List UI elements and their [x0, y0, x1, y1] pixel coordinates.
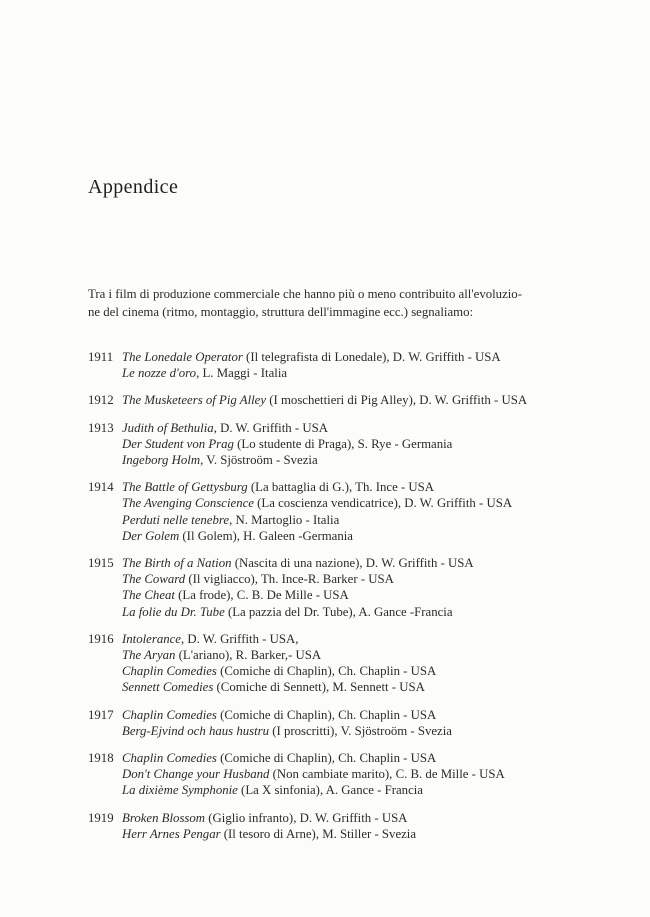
film-entry-group: [88, 631, 566, 696]
film-title: Chaplin Comedies: [122, 707, 217, 722]
film-title: Herr Arnes Pengar: [122, 826, 221, 841]
film-credits: (Comiche di Sennett), M. Sennett - USA: [213, 680, 425, 695]
entry-year: 1918: [88, 751, 114, 766]
film-line: [122, 528, 566, 544]
film-credits: (Non cambiate marito), C. B. de Mille - USA: [269, 767, 505, 782]
film-line: [122, 512, 566, 528]
film-title: The Battle of Gettysburg: [122, 480, 248, 495]
film-line: [122, 707, 566, 723]
film-title: Chaplin Comedies: [122, 751, 217, 766]
intro-paragraph: [88, 285, 566, 321]
film-line: [122, 750, 566, 766]
film-title: Der Golem: [122, 528, 180, 543]
film-line: [122, 679, 566, 695]
film-line: [122, 587, 566, 603]
film-entry-group: [88, 479, 566, 544]
film-credits: (I proscritti), V. Sjöstroöm - Svezia: [269, 723, 452, 738]
film-title: Der Student von Prag: [122, 436, 234, 451]
entry-year: 1915: [88, 556, 114, 571]
film-title: The Aryan: [122, 648, 176, 663]
film-line: [122, 647, 566, 663]
entry-films: [122, 631, 566, 696]
film-line: [122, 420, 566, 436]
film-title: Broken Blossom: [122, 810, 206, 825]
film-credits: (La battaglia di G.), Th. Ince - USA: [247, 480, 435, 495]
film-credits: (Nascita di una nazione), D. W. Griffith - USA: [231, 556, 474, 571]
film-line: [122, 604, 566, 620]
entry-films: [122, 810, 566, 842]
film-line: [122, 631, 566, 647]
page-title: Appendice: [88, 176, 179, 198]
film-entry-group: [88, 555, 566, 620]
film-title: Intolerance: [122, 631, 181, 646]
film-line: [122, 392, 566, 408]
entry-films: [122, 479, 566, 544]
entry-films: [122, 750, 566, 799]
film-title: Perduti nelle tenebre: [122, 512, 230, 527]
film-line: [122, 495, 566, 511]
film-entry-group: [88, 810, 566, 842]
film-credits: , V. Sjöstroöm - Svezia: [200, 453, 318, 468]
film-title: Judith of Bethulia: [122, 420, 214, 435]
entry-films: [122, 392, 566, 408]
film-credits: , D. W. Griffith - USA: [213, 420, 328, 435]
film-title: The Birth of a Nation: [122, 556, 232, 571]
film-line: [122, 571, 566, 587]
entry-year: 1912: [88, 393, 114, 408]
film-line: [122, 349, 566, 365]
film-entry-group: [88, 707, 566, 739]
film-credits: (Lo studente di Praga), S. Rye - Germania: [233, 436, 453, 451]
film-credits: (Il Golem), H. Galeen -Germania: [179, 528, 353, 543]
film-credits: (Il vigliacco), Th. Ince-R. Barker - USA: [185, 572, 394, 587]
film-title: La folie du Dr. Tube: [122, 604, 225, 619]
entry-year: 1913: [88, 420, 114, 435]
film-credits: (La coscienza vendicatrice), D. W. Griffith - USA: [253, 496, 513, 511]
film-title: Chaplin Comedies: [122, 664, 217, 679]
film-credits: (La frode), C. B. De Mille - USA: [174, 588, 349, 603]
film-title: The Avenging Conscience: [122, 496, 254, 511]
film-credits: (La pazzia del Dr. Tube), A. Gance -Francia: [224, 604, 453, 619]
entry-films: [122, 707, 566, 739]
film-credits: (Comiche di Chaplin), Ch. Chaplin - USA: [216, 664, 437, 679]
film-line: [122, 826, 566, 842]
film-credits: (Il tesoro di Arne), M. Stiller - Svezia: [220, 826, 417, 841]
film-credits: (Comiche di Chaplin), Ch. Chaplin - USA: [216, 707, 437, 722]
film-credits: (Giglio infranto), D. W. Griffith - USA: [205, 810, 408, 825]
film-entry-group: [88, 420, 566, 469]
film-credits: (I moschettieri di Pig Alley), D. W. Griffith - USA: [266, 393, 528, 408]
film-line: [122, 555, 566, 571]
film-title: The Coward: [122, 572, 186, 587]
film-title: Berg-Ejvind och haus hustru: [122, 723, 270, 738]
film-line: [122, 782, 566, 798]
film-title: La dixième Symphonie: [122, 783, 238, 798]
film-list: [88, 349, 566, 842]
entry-films: [122, 555, 566, 620]
film-line: [122, 766, 566, 782]
film-credits: , D. W. Griffith - USA,: [181, 631, 299, 646]
film-title: Don't Change your Husband: [122, 767, 270, 782]
intro-line-2: ne del cinema (ritmo, montaggio, struttura dell'immagine ecc.) segnaliamo:: [88, 305, 474, 319]
film-title: The Lonedale Operator: [122, 350, 243, 364]
entry-year: 1917: [88, 707, 114, 722]
entry-year: 1914: [88, 480, 114, 495]
film-line: [122, 663, 566, 679]
film-credits: , L. Maggi - Italia: [196, 366, 288, 381]
film-credits: (Comiche di Chaplin), Ch. Chaplin - USA: [216, 751, 437, 766]
film-line: [122, 723, 566, 739]
entry-year: 1919: [88, 810, 114, 825]
film-title: The Cheat: [122, 588, 175, 603]
film-line: [122, 479, 566, 495]
film-line: [122, 452, 566, 468]
film-title: The Musketeers of Pig Alley: [122, 393, 267, 408]
entry-films: [122, 420, 566, 469]
film-entry-group: [88, 349, 566, 381]
intro-line-1: Tra i film di produzione commerciale che hanno più o meno contribuito all'evoluzio-: [88, 287, 522, 301]
film-title: Le nozze d'oro: [122, 366, 197, 381]
film-line: [122, 436, 566, 452]
film-entry-group: [88, 750, 566, 799]
film-title: Ingeborg Holm: [122, 453, 201, 468]
film-line: [122, 810, 566, 826]
film-line: [122, 365, 566, 381]
film-credits: (La X sinfonia), A. Gance - Francia: [237, 783, 423, 798]
entry-year: 1911: [88, 350, 114, 364]
film-credits: (L'ariano), R. Barker,- USA: [175, 648, 322, 663]
film-title: Sennett Comedies: [122, 680, 214, 695]
film-entry-group: [88, 392, 566, 408]
film-credits: (Il telegrafista di Lonedale), D. W. Griffith - USA: [242, 350, 501, 364]
entry-films: [122, 349, 566, 381]
entry-year: 1916: [88, 631, 114, 646]
film-credits: , N. Martoglio - Italia: [229, 512, 340, 527]
